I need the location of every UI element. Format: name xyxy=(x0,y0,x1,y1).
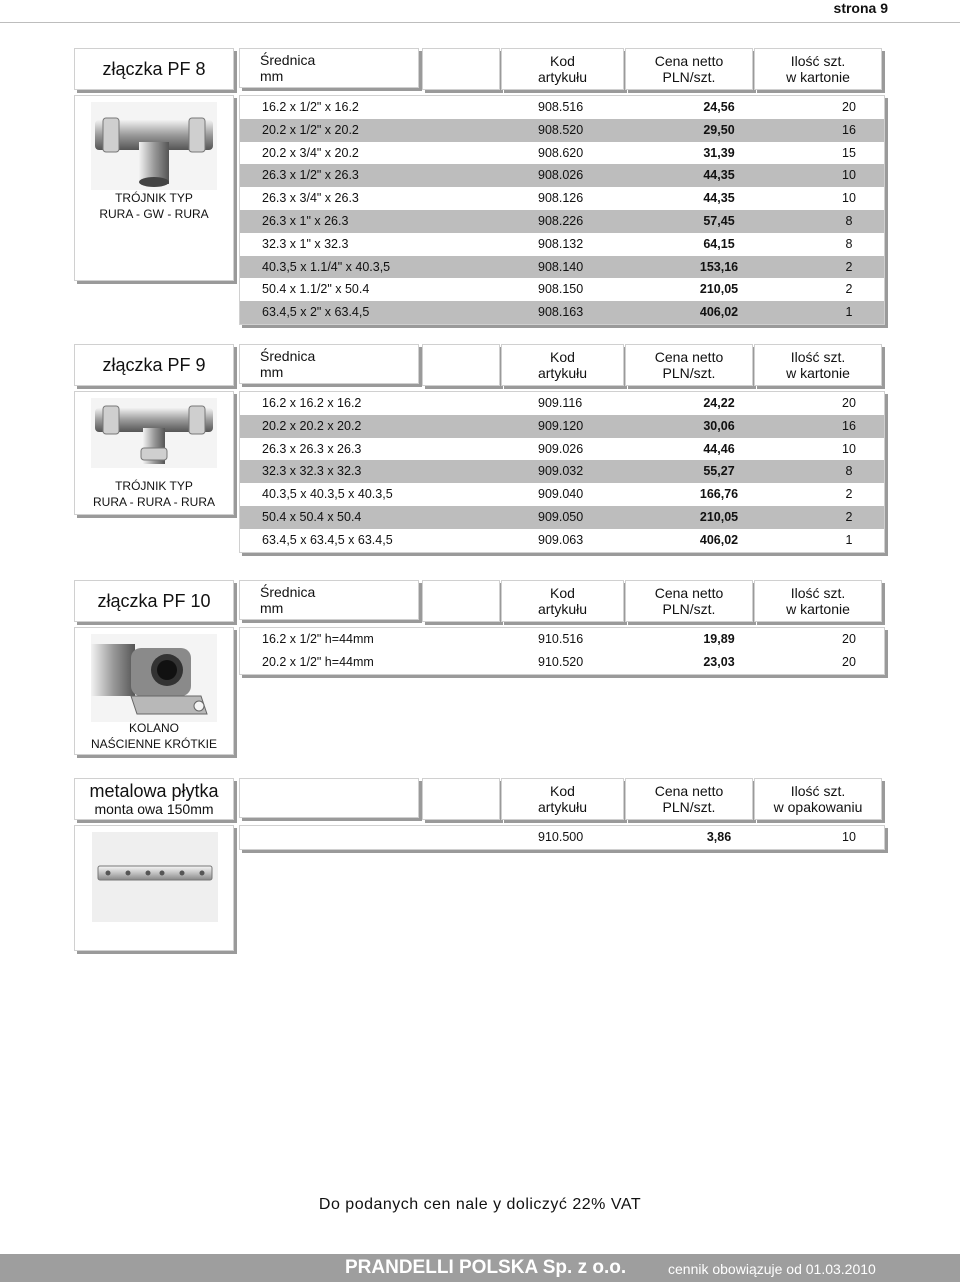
table-row: 40.3,5 x 40.3,5 x 40.3,5 909.040 166,76 2 xyxy=(262,487,853,502)
table-row: 16.2 x 1/2" h=44mm 910.516 19,89 20 xyxy=(262,632,856,646)
table-row: 26.3 x 3/4" x 26.3 908.126 44,35 10 xyxy=(262,191,856,206)
header-blank xyxy=(422,580,500,622)
header-code: Kod artykułu xyxy=(501,778,624,820)
price-table xyxy=(239,391,885,553)
vat-note: Do podanych cen nale y doliczyć 22% VAT xyxy=(318,1196,642,1213)
table-row: 40.3,5 x 1.1/4" x 40.3,5 908.140 153,16 2 xyxy=(240,256,884,279)
footer-bar xyxy=(0,1254,960,1282)
caption-line-2: NAŚCIENNE KRÓTKIE xyxy=(90,737,218,751)
product-image-box xyxy=(74,825,234,951)
header-quantity: Ilość szt. w kartonie xyxy=(754,344,882,386)
section-pf9 xyxy=(74,344,886,554)
header-price: Cena netto PLN/szt. xyxy=(625,778,753,820)
table-row: 32.3 x 1" x 32.3 908.132 64,15 8 xyxy=(262,236,853,251)
table-row: 20.2 x 20.2 x 20.2 909.120 30,06 16 xyxy=(240,415,884,438)
table-row: 16.2 x 16.2 x 16.2 909.116 24,22 20 xyxy=(262,396,856,410)
section-subtitle: monta owa 150mm xyxy=(94,801,214,817)
header-blank-2 xyxy=(422,778,500,820)
table-header xyxy=(239,48,883,88)
table-row: 50.4 x 1.1/2" x 50.4 908.150 210,05 2 xyxy=(262,282,853,297)
caption-line-1: KOLANO xyxy=(128,721,179,735)
product-image-box xyxy=(74,627,234,755)
product-caption xyxy=(75,478,233,510)
section-title: złączka PF 10 xyxy=(97,590,211,611)
page-number: strona 9 xyxy=(833,0,888,16)
table-row: 63.4,5 x 63.4,5 x 63.4,5 909.063 406,02 1 xyxy=(262,532,853,547)
header-diameter: Średnica mm xyxy=(239,344,419,384)
tee-fitting-image xyxy=(91,398,217,468)
caption-line-2: RURA - RURA - RURA xyxy=(92,495,215,509)
caption-line-1: TRÓJNIK TYP xyxy=(115,479,193,493)
header-quantity: Ilość szt. w kartonie xyxy=(754,580,882,622)
header-price: Cena netto PLN/szt. xyxy=(625,580,753,622)
table-row: 32.3 x 32.3 x 32.3 909.032 55,27 8 xyxy=(240,460,884,483)
section-title-box xyxy=(74,344,234,386)
header-diameter: Średnica mm xyxy=(239,48,419,88)
section-pf10 xyxy=(74,580,886,760)
product-caption xyxy=(75,190,233,222)
header-divider xyxy=(0,22,960,23)
wall-elbow-image xyxy=(91,634,217,722)
table-row: 910.500 3,86 10 xyxy=(538,830,856,844)
table-row: 20.2 x 1/2" h=44mm 910.520 23,03 20 xyxy=(262,654,856,669)
tee-fitting-threaded-image xyxy=(91,102,217,190)
table-header xyxy=(239,580,883,620)
section-title-box xyxy=(74,580,234,622)
price-table xyxy=(239,627,885,675)
header-price: Cena netto PLN/szt. xyxy=(625,48,753,90)
section-title: złączka PF 9 xyxy=(102,354,206,375)
header-code: Kod artykułu xyxy=(501,48,624,90)
price-table xyxy=(239,95,885,325)
caption-line-2: RURA - GW - RURA xyxy=(99,207,209,221)
price-list-validity: cennik obowiązuje od 01.03.2010 xyxy=(668,1261,876,1277)
header-blank xyxy=(422,48,500,90)
header-diameter: Średnica mm xyxy=(239,580,419,620)
header-code: Kod artykułu xyxy=(501,344,624,386)
company-name: PRANDELLI POLSKA Sp. z o.o. xyxy=(345,1257,627,1278)
section-pf8 xyxy=(74,48,886,326)
table-row: 26.3 x 26.3 x 26.3 909.026 44,46 10 xyxy=(262,441,856,456)
mounting-plate-image xyxy=(85,832,225,922)
header-quantity: Ilość szt. w opakowaniu xyxy=(754,778,882,820)
table-row: 50.4 x 50.4 x 50.4 909.050 210,05 2 xyxy=(240,506,884,529)
header-price: Cena netto PLN/szt. xyxy=(625,344,753,386)
section-mounting-plate xyxy=(74,778,886,958)
table-row: 20.2 x 3/4" x 20.2 908.620 31,39 15 xyxy=(262,145,856,160)
section-title: złączka PF 8 xyxy=(102,58,206,79)
header-blank-1 xyxy=(239,778,419,818)
table-row: 20.2 x 1/2" x 20.2 908.520 29,50 16 xyxy=(240,119,884,142)
table-row: 63.4,5 x 2" x 63.4,5 908.163 406,02 1 xyxy=(240,301,884,324)
price-table xyxy=(239,825,885,850)
header-blank xyxy=(422,344,500,386)
section-title-box xyxy=(74,778,234,820)
header-quantity: Ilość szt. w kartonie xyxy=(754,48,882,90)
caption-line-1: TRÓJNIK TYP xyxy=(115,191,193,205)
table-row: 26.3 x 1" x 26.3 908.226 57,45 8 xyxy=(240,210,884,233)
table-header xyxy=(239,344,883,384)
product-caption xyxy=(75,720,233,752)
header-code: Kod artykułu xyxy=(501,580,624,622)
table-header xyxy=(239,778,883,818)
table-row: 26.3 x 1/2" x 26.3 908.026 44,35 10 xyxy=(240,164,884,187)
product-image-box xyxy=(74,391,234,515)
section-title-box xyxy=(74,48,234,90)
product-image-box xyxy=(74,95,234,281)
section-title: metalowa płytka xyxy=(89,781,219,801)
table-row: 16.2 x 1/2" x 16.2 908.516 24,56 20 xyxy=(262,100,856,114)
